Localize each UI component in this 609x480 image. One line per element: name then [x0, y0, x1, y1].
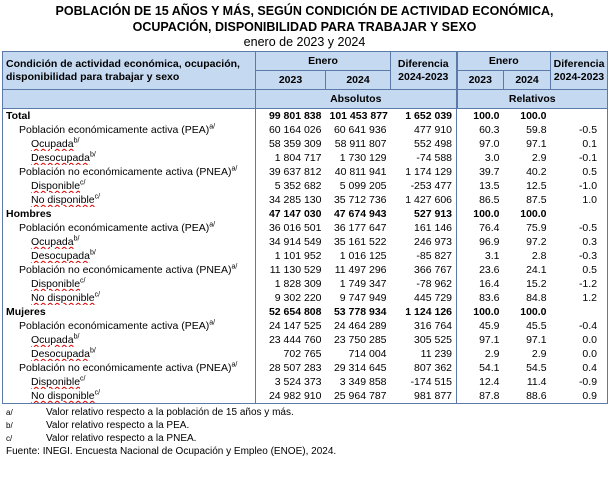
row-label: Ocupada$^{b/}$ [3, 333, 256, 347]
cell-value: 60 164 026 [268, 124, 322, 136]
cell-value: -0.9 [551, 375, 608, 389]
cell-value: 47 147 030 [268, 208, 322, 220]
cell-value: -253 477 [391, 179, 457, 193]
rel-2024-header: 2024 [504, 71, 551, 90]
cell-value: 58 911 807 [334, 138, 387, 150]
condition-header: Condición de actividad económica, ocupación, disponibilidad para trabajar y sexo [3, 52, 256, 90]
cell-value: 9 747 949 [339, 292, 387, 304]
absolutos-header: Absolutos [256, 90, 457, 109]
cell-value: 1 124 126 [391, 305, 457, 319]
table-row [3, 277, 608, 291]
cell-value: 100.0 [473, 208, 500, 220]
cell-value: 11.4 [526, 376, 547, 388]
cell-value: 316 764 [391, 319, 457, 333]
cell-value: 477 910 [391, 123, 457, 137]
footnote-text: Valor relativo respecto a la PEA. [46, 420, 190, 431]
cell-value: 24 982 910 [256, 389, 326, 404]
cell-value: 54.5 [526, 362, 547, 374]
cell-value: 34 285 130 [268, 194, 322, 206]
table-row [3, 263, 608, 277]
cell-value: -1.2 [551, 277, 608, 291]
footnote-mark: b/ [6, 421, 13, 430]
relativos-header: Relativos [457, 90, 608, 109]
table-row [3, 333, 608, 347]
cell-value: 527 913 [391, 207, 457, 221]
table-row [3, 179, 608, 193]
cell-value: 35 161 522 [333, 236, 387, 248]
cell-value: 36 016 501 [268, 222, 322, 234]
row-label: Población económicamente activa (PEA)$^{a/}$ [3, 221, 256, 235]
cell-value: 84.8 [526, 292, 547, 304]
row-label: Población no económicamente activa (PNEA)$^{a/}$ [3, 263, 256, 277]
table-row [3, 165, 608, 179]
cell-value: -85 827 [391, 249, 457, 263]
table-row [3, 249, 608, 263]
cell-value: 0.1 [551, 137, 608, 151]
table-row [3, 375, 608, 389]
cell-value: 3.0 [484, 152, 500, 164]
table-row [3, 207, 608, 221]
cell-value: 35 712 736 [333, 194, 387, 206]
cell-value: 12.4 [479, 376, 500, 388]
cell-value: 101 453 877 [329, 110, 388, 122]
row-label: Total [3, 109, 256, 124]
table-row [3, 235, 608, 249]
cell-value: 714 004 [348, 348, 387, 360]
cell-value: 100.0 [520, 110, 547, 122]
diferencia-rel-header: Diferencia 2024-2023 [551, 52, 608, 90]
cell-value: 807 362 [391, 361, 457, 375]
table-row [3, 151, 608, 165]
cell-value: 3.1 [484, 250, 500, 262]
table-row [3, 361, 608, 375]
row-label: Disponible$^{c/}$ [3, 375, 256, 389]
cell-value: 45.9 [479, 320, 500, 332]
footnote [6, 432, 609, 445]
cell-value: 100.0 [473, 306, 500, 318]
abs-2023-header: 2023 [256, 71, 326, 90]
cell-value: 23.6 [479, 264, 500, 276]
cell-value: -0.1 [551, 151, 608, 165]
cell-value: 100.0 [520, 306, 547, 318]
footnote-mark: c/ [6, 434, 13, 443]
cell-value: 47 674 943 [333, 208, 387, 220]
cell-value: 23 444 760 [268, 334, 322, 346]
cell-value: 9 302 220 [274, 292, 322, 304]
cell-value: -0.5 [551, 221, 608, 235]
cell-value [551, 305, 608, 319]
row-label: Disponible$^{c/}$ [3, 179, 256, 193]
cell-value: 0.9 [551, 389, 608, 404]
cell-value: 0.0 [551, 347, 608, 361]
row-label: Desocupada$^{b/}$ [3, 347, 256, 361]
cell-value: 2.8 [531, 250, 547, 262]
header-spacer [3, 90, 256, 109]
cell-value: 2.9 [531, 152, 547, 164]
cell-value: 445 729 [391, 291, 457, 305]
row-label: Hombres [3, 207, 256, 221]
cell-value: 15.2 [526, 278, 547, 290]
table-row [3, 291, 608, 305]
cell-value: 1 101 952 [274, 250, 322, 262]
cell-value: 161 146 [391, 221, 457, 235]
cell-value: 60.3 [479, 124, 500, 136]
row-label: Población no económicamente activa (PNEA)$^{a/}$ [3, 165, 256, 179]
cell-value: -0.4 [551, 319, 608, 333]
cell-value: 97.0 [479, 138, 500, 150]
row-label: Mujeres [3, 305, 256, 319]
row-label: Ocupada$^{b/}$ [3, 235, 256, 249]
cell-value: 97.1 [526, 334, 547, 346]
cell-value: -78 962 [391, 277, 457, 291]
row-label: No disponible$^{c/}$ [3, 389, 256, 404]
cell-value: 29 314 645 [333, 362, 387, 374]
cell-value: 5 099 205 [339, 180, 387, 192]
cell-value: 1 427 606 [391, 193, 457, 207]
table-row [3, 305, 608, 319]
cell-value: 53 778 934 [333, 306, 387, 318]
cell-value: 52 654 808 [268, 306, 322, 318]
cell-value: 11 130 529 [269, 264, 322, 276]
enero-rel-header: Enero [457, 52, 551, 71]
cell-value: 76.4 [479, 222, 500, 234]
abs-2024-header: 2024 [326, 71, 391, 90]
cell-value: 36 177 647 [333, 222, 387, 234]
cell-value: 305 525 [391, 333, 457, 347]
cell-value: 702 765 [283, 348, 322, 360]
footnote-mark: a/ [6, 408, 13, 417]
table-row [3, 221, 608, 235]
footnote [6, 406, 609, 419]
cell-value: 0.4 [551, 361, 608, 375]
cell-value [551, 207, 608, 221]
row-label: No disponible$^{c/}$ [3, 291, 256, 305]
table-row [3, 347, 608, 361]
cell-value: 1 749 347 [339, 278, 387, 290]
table-row [3, 109, 608, 124]
cell-value: 100.0 [473, 110, 500, 122]
row-label: Población económicamente activa (PEA)$^{a/}$ [3, 123, 256, 137]
cell-value: 83.6 [479, 292, 500, 304]
cell-value: 0.3 [551, 235, 608, 249]
table-row [3, 389, 608, 404]
cell-value: 39.7 [479, 166, 500, 178]
title-subtitle: enero de 2023 y 2024 [243, 35, 366, 49]
cell-value: 87.5 [526, 194, 547, 206]
cell-value: 12.5 [526, 180, 547, 192]
rel-2023-header: 2023 [457, 71, 504, 90]
cell-value: 1 016 125 [339, 250, 387, 262]
cell-value: -1.0 [551, 179, 608, 193]
cell-value: 54.1 [479, 362, 500, 374]
cell-value: 5 352 682 [274, 180, 322, 192]
row-label: Disponible$^{c/}$ [3, 277, 256, 291]
cell-value: 60 641 936 [333, 124, 387, 136]
cell-value: 40 811 941 [334, 166, 387, 178]
cell-value: -74 588 [391, 151, 457, 165]
cell-value: 16.4 [479, 278, 500, 290]
footnote [6, 419, 609, 432]
cell-value: 24.1 [526, 264, 547, 276]
cell-value: -174 515 [391, 375, 457, 389]
cell-value: 96.9 [479, 236, 500, 248]
title-line2: OCUPACIÓN, DISPONIBILIDAD PARA TRABAJAR Y SEXO [132, 20, 477, 34]
table-row [3, 123, 608, 137]
source-note: Fuente: INEGI. Encuesta Nacional de Ocupación y Empleo (ENOE), 2024. [6, 446, 337, 457]
cell-value: 3 349 858 [339, 376, 387, 388]
cell-value: 1 804 717 [274, 152, 322, 164]
row-label: No disponible$^{c/}$ [3, 193, 256, 207]
footnote-text: Valor relativo respecto a la población de 15 años y más. [46, 407, 294, 418]
cell-value: 28 507 283 [268, 362, 322, 374]
cell-value: 0.0 [551, 333, 608, 347]
table-row [3, 193, 608, 207]
table-row [3, 137, 608, 151]
cell-value: 87.8 [457, 389, 504, 404]
cell-value: 1.0 [551, 193, 608, 207]
cell-value: 100.0 [520, 208, 547, 220]
cell-value: 97.1 [479, 334, 500, 346]
cell-value: 86.5 [479, 194, 500, 206]
cell-value: 0.5 [551, 165, 608, 179]
data-table [2, 51, 608, 404]
row-label: Desocupada$^{b/}$ [3, 249, 256, 263]
title-line1: POBLACIÓN DE 15 AÑOS Y MÁS, SEGÚN CONDICIÓN DE ACTIVIDAD ECONÓMICA, [55, 4, 554, 18]
row-label: Desocupada$^{b/}$ [3, 151, 256, 165]
cell-value: 24 464 289 [333, 320, 387, 332]
cell-value: 24 147 525 [268, 320, 322, 332]
cell-value: 2.9 [531, 348, 547, 360]
cell-value: 1 730 129 [339, 152, 387, 164]
cell-value [551, 109, 608, 124]
cell-value: 13.5 [479, 180, 500, 192]
cell-value: 11 239 [391, 347, 457, 361]
table-row [3, 319, 608, 333]
cell-value: 366 767 [391, 263, 457, 277]
row-label: Población económicamente activa (PEA)$^{a/}$ [3, 319, 256, 333]
cell-value: 59.8 [526, 124, 547, 136]
enero-abs-header: Enero [256, 52, 391, 71]
cell-value: 97.1 [526, 138, 547, 150]
cell-value: 40.2 [526, 166, 547, 178]
cell-value: 23 750 285 [333, 334, 387, 346]
cell-value: 981 877 [391, 389, 457, 404]
cell-value: 1 828 309 [274, 278, 322, 290]
cell-value: 0.5 [551, 263, 608, 277]
cell-value: 2.9 [484, 348, 500, 360]
cell-value: 1.2 [551, 291, 608, 305]
cell-value: 246 973 [391, 235, 457, 249]
cell-value: 97.2 [526, 236, 547, 248]
cell-value: 75.9 [526, 222, 547, 234]
cell-value: -0.3 [551, 249, 608, 263]
cell-value: 1 652 039 [391, 109, 457, 124]
cell-value: 25 964 787 [326, 389, 391, 404]
cell-value: 552 498 [391, 137, 457, 151]
cell-value: 99 801 838 [268, 110, 322, 122]
cell-value: -0.5 [551, 123, 608, 137]
footnotes [0, 406, 609, 445]
cell-value: 3 524 373 [274, 376, 322, 388]
cell-value: 34 914 549 [268, 236, 322, 248]
footnote-text: Valor relativo respecto a la PNEA. [46, 433, 197, 444]
cell-value: 88.6 [504, 389, 551, 404]
cell-value: 39 637 812 [268, 166, 322, 178]
cell-value: 45.5 [526, 320, 547, 332]
row-label: Población no económicamente activa (PNEA)$^{a/}$ [3, 361, 256, 375]
row-label: Ocupada$^{b/}$ [3, 137, 256, 151]
diferencia-abs-header: Diferencia 2024-2023 [391, 52, 457, 90]
cell-value: 58 359 309 [268, 138, 322, 150]
cell-value: 11 497 296 [334, 264, 387, 276]
cell-value: 1 174 129 [391, 165, 457, 179]
